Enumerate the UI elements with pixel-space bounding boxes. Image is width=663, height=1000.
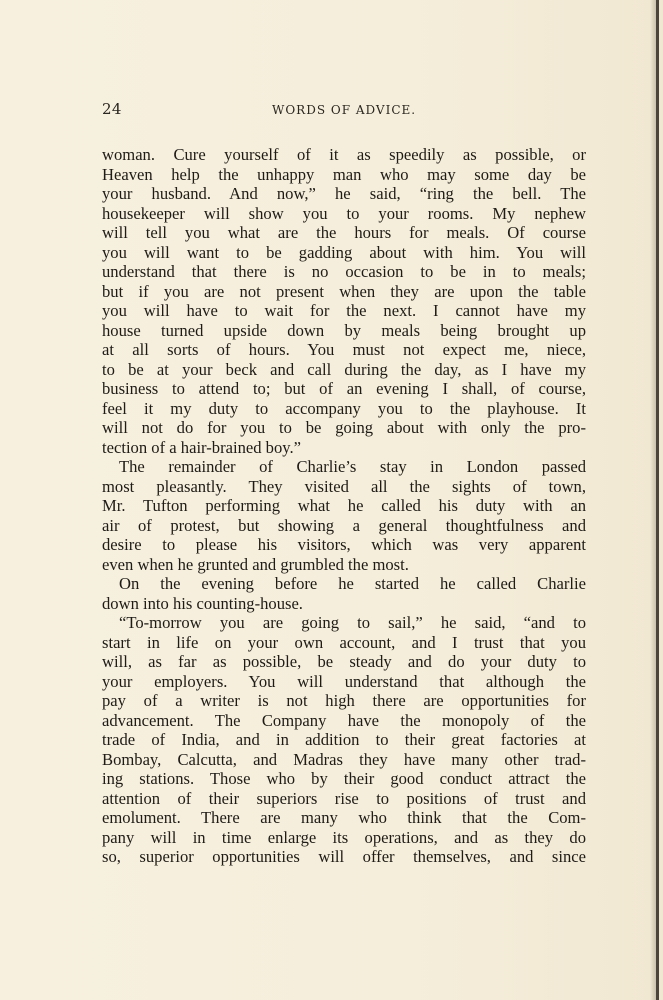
text-line: attention of their superiors rise to positions of trust and xyxy=(102,788,586,808)
text-line: your husband. And now,” he said, “ring the bell. The xyxy=(102,184,586,203)
running-title: WORDS OF ADVICE. xyxy=(272,103,417,117)
text-line: understand that there is no occasion to be in to meals; xyxy=(102,262,586,281)
text-line: Mr. Tufton performing what he called his duty with an xyxy=(102,496,586,515)
paragraph xyxy=(102,613,586,867)
text-line: start in life on your own account, and I trust that you xyxy=(102,632,586,652)
text-line: trade of India, and in addition to their great factories at xyxy=(102,730,586,749)
paragraph xyxy=(102,457,586,574)
text-line: On the evening before he started he called Charlie xyxy=(119,574,586,593)
text-line: so, superior opportunities will offer themselves, and since xyxy=(102,847,586,866)
text-line: emolument. There are many who think that the Com- xyxy=(102,808,586,827)
text-line: Heaven help the unhappy man who may some day be xyxy=(102,164,586,184)
text-line: most pleasantly. They visited all the sights of town, xyxy=(102,476,586,496)
text-line: pany will in time enlarge its operations, and as they do xyxy=(102,827,586,847)
text-line: even when he grunted and grumbled the most. xyxy=(102,554,409,574)
text-line: will tell you what are the hours for meals. Of course xyxy=(102,223,586,242)
text-line: down into his counting-house. xyxy=(102,593,303,613)
text-line: air of protest, but showing a general thoughtfulness and xyxy=(102,515,586,535)
paragraph xyxy=(102,145,586,457)
text-line: will not do for you to be going about with only the pro- xyxy=(102,418,586,437)
body-text xyxy=(102,145,586,867)
paragraph xyxy=(102,574,586,613)
page-number: 24 xyxy=(102,100,122,118)
text-line: your employers. You will understand that although the xyxy=(102,671,586,691)
text-line: ing stations. Those who by their good conduct attract the xyxy=(102,769,586,788)
text-line: feel it my duty to accompany you to the playhouse. It xyxy=(102,398,586,418)
text-line: advancement. The Company have the monopoly of the xyxy=(102,710,586,730)
text-line: at all sorts of hours. You must not expect me, niece, xyxy=(102,340,586,359)
text-line: desire to please his visitors, which was very apparent xyxy=(102,535,586,554)
text-line: Bombay, Calcutta, and Madras they have many other trad- xyxy=(102,749,586,769)
text-line: housekeeper will show you to your rooms. My nephew xyxy=(102,203,586,223)
text-line: “To-morrow you are going to sail,” he said, “and to xyxy=(119,613,586,632)
text-line: will, as far as possible, be steady and do your duty to xyxy=(102,652,586,671)
running-head xyxy=(102,100,586,122)
text-line: business to attend to; but of an evening I shall, of course, xyxy=(102,379,586,398)
text-line: but if you are not present when they are upon the table xyxy=(102,281,586,301)
text-line: pay of a writer is not high there are opportunities for xyxy=(102,691,586,710)
text-line: you will have to wait for the next. I cannot have my xyxy=(102,301,586,320)
text-line: The remainder of Charlie’s stay in London passed xyxy=(119,457,586,476)
text-line: tection of a hair-brained boy.” xyxy=(102,437,302,457)
page-edge-border xyxy=(656,0,659,1000)
text-line: to be at your beck and call during the day, as I have my xyxy=(102,359,586,379)
text-line: you will want to be gadding about with him. You will xyxy=(102,242,586,262)
text-line: house turned upside down by meals being brought up xyxy=(102,320,586,340)
text-line: woman. Cure yourself of it as speedily as possible, or xyxy=(102,145,586,164)
